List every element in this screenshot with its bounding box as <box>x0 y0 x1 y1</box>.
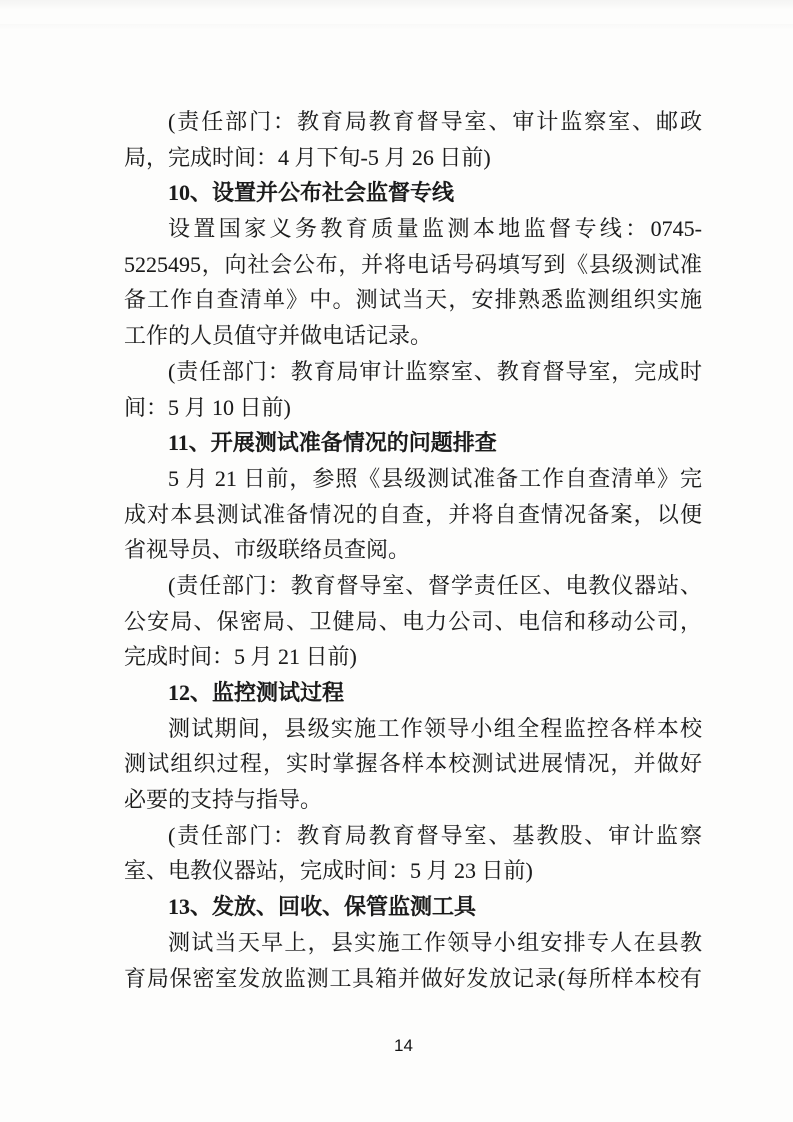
scan-artifact <box>0 0 793 10</box>
text-line: 5225495，向社会公布，并将电话号码填写到《县级测试准 <box>124 251 702 277</box>
text-block <box>124 104 702 996</box>
section-heading-10: 10、设置并公布社会监督专线 <box>168 180 455 206</box>
section-heading-11: 11、开展测试准备情况的问题排查 <box>168 430 497 456</box>
text-line: 测试组织过程，实时掌握各样本校测试进展情况，并做好 <box>124 751 702 777</box>
section-heading-13: 13、发放、回收、保管监测工具 <box>168 894 477 920</box>
text-line: 备工作自查清单》中。测试当天，安排熟悉监测组织实施 <box>124 287 702 313</box>
text-line: 成对本县测试准备情况的自查，并将自查情况备案，以便 <box>124 501 702 527</box>
text-line: (责任部门：教育局教育督导室、审计监察室、邮政 <box>168 109 702 134</box>
section-heading-12: 12、监控测试过程 <box>168 680 345 705</box>
text-line: (责任部门：教育局教育督导室、基教股、审计监察 <box>168 822 702 848</box>
text-line: 间：5 月 10 日前) <box>124 394 291 420</box>
page-number: 14 <box>394 1036 413 1055</box>
text-line: 室、电教仪器站，完成时间：5 月 23 日前) <box>124 858 533 884</box>
text-line: 育局保密室发放监测工具箱并做好发放记录(每所样本校有 <box>124 965 702 991</box>
text-line: 5 月 21 日前，参照《县级测试准备工作自查清单》完 <box>168 465 702 491</box>
text-line: 测试期间，县级实施工作领导小组全程监控各样本校 <box>168 715 702 741</box>
text-line: 必要的支持与指导。 <box>124 787 323 813</box>
text-line: (责任部门：教育督导室、督学责任区、电教仪器站、 <box>168 572 702 598</box>
text-line: (责任部门：教育局审计监察室、教育督导室，完成时 <box>168 358 702 384</box>
text-line: 工作的人员值守并做电话记录。 <box>124 323 433 349</box>
text-line: 局，完成时间：4 月下旬-5 月 26 日前) <box>124 144 491 170</box>
text-line: 省视导员、市级联络员查阅。 <box>124 537 411 563</box>
page-footer <box>0 1036 793 1056</box>
text-line: 公安局、保密局、卫健局、电力公司、电信和移动公司， <box>124 608 702 634</box>
text-line: 完成时间：5 月 21 日前) <box>124 644 357 670</box>
text-line: 测试当天早上，县实施工作领导小组安排专人在县教 <box>168 929 702 955</box>
scan-artifact <box>0 24 793 30</box>
text-line: 设置国家义务教育质量监测本地监督专线：0745- <box>168 216 702 242</box>
